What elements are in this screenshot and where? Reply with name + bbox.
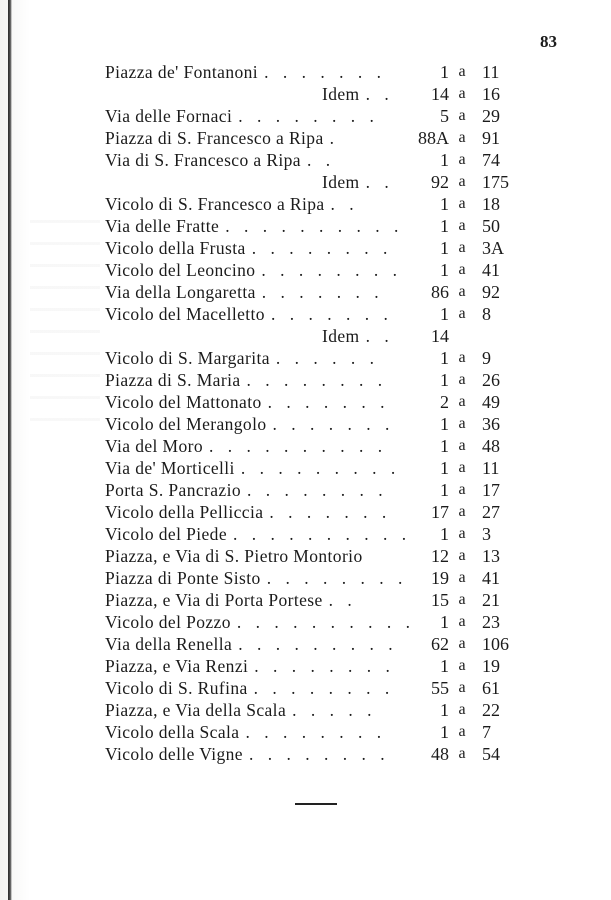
range-connector: a [458,525,466,542]
leader-dots: . . [328,590,357,610]
civic-number-from: 1 [440,722,449,742]
range-connector: a [458,459,466,476]
page-number: 83 [540,32,557,51]
civic-number-from: 1 [440,150,449,170]
leader-dots: . . . . . . . . . [238,634,398,654]
entry-name-group [105,193,379,215]
street-name: Piazza de' Fontanoni [105,62,259,82]
range-connector: a [458,701,466,718]
leader-dots: . . . . . . . . [251,238,393,258]
civic-number-to: 9 [482,348,491,368]
street-index-list [0,61,611,765]
civic-number-from: 19 [431,568,449,588]
street-name: Vicolo della Scala [105,722,240,742]
leader-dots: . . . . . . . [272,414,395,434]
civic-number-to: 106 [482,634,509,654]
civic-number-from: 1 [440,62,449,82]
civic-number-from: 1 [440,436,449,456]
index-entry [0,721,611,743]
street-name: Via della Renella [105,634,233,654]
range-connector: a [458,349,466,366]
index-entry [0,567,611,589]
street-name: Via di S. Francesco a Ripa [105,150,301,170]
range-connector: a [458,481,466,498]
index-entry [0,699,611,721]
leader-dots: . . . . . . . . [238,106,379,126]
civic-number-to: 29 [482,106,500,126]
range-connector: a [458,129,466,146]
leader-dots: . . . . . . . . [248,744,390,764]
index-entry [0,83,611,105]
civic-number-from: 14 [431,84,449,104]
street-name: Via de' Morticelli [105,458,235,478]
civic-number-from: 1 [440,480,449,500]
index-entry [0,303,611,325]
civic-number-from: 1 [440,414,449,434]
street-name: Vicolo del Piede [105,524,227,544]
leader-dots: . . . . . . . . [253,678,395,698]
index-entry [0,369,611,391]
range-connector: a [458,679,466,696]
civic-number-from: 1 [440,194,449,214]
leader-dots: . . [306,150,336,170]
civic-number-from: 1 [440,260,449,280]
civic-number-from: 1 [440,370,449,390]
leader-dots: . . . . . . [275,348,380,368]
street-name: Piazza di S. Francesco a Ripa [105,128,324,148]
street-name: Piazza, e Via di S. Pietro Montorio [105,546,363,566]
range-connector: a [458,393,466,410]
index-entry [0,193,611,215]
street-name: Piazza di Ponte Sisto [105,568,261,588]
street-name: Vicolo del Merangolo [105,414,267,434]
range-connector: a [458,657,466,674]
entry-name-group [105,523,412,545]
entry-name-group [105,259,403,281]
civic-number-from: 5 [440,106,449,126]
range-connector: a [458,547,466,564]
street-name: Vicolo di S. Francesco a Ripa [105,194,325,214]
street-name: Idem [322,172,360,192]
civic-number-to: 49 [482,392,500,412]
civic-number-from: 1 [440,238,449,258]
entry-name-group [105,633,398,655]
street-name: Piazza, e Via Renzi [105,656,249,676]
range-connector: a [458,415,466,432]
civic-number-to: 41 [482,568,500,588]
civic-number-from: 88A [418,128,449,148]
entry-name-group [105,61,386,83]
leader-dots: . . . . . . . . . . [233,524,412,544]
range-connector: a [458,173,466,190]
entry-name-group [105,369,388,391]
entry-name-group [105,149,355,171]
civic-number-to: 91 [482,128,500,148]
street-name: Vicolo della Frusta [105,238,246,258]
street-name: Vicolo del Mattonato [105,392,262,412]
civic-number-to: 41 [482,260,500,280]
index-entry [0,523,611,545]
entry-name-group [105,413,395,435]
street-name: Via delle Fornaci [105,106,233,126]
civic-number-from: 1 [440,700,449,720]
index-entry [0,391,611,413]
leader-dots: . . . . . . . . . . [225,216,404,236]
range-connector: a [458,305,466,322]
street-name: Vicolo di S. Margarita [105,348,270,368]
leader-dots: . . . . . . . . . [240,458,401,478]
entry-name-group [105,677,395,699]
civic-number-to: 27 [482,502,500,522]
street-name: Via del Moro [105,436,204,456]
leader-dots: . . . . . . . . [247,480,388,500]
entry-name-group [105,281,384,303]
leader-dots: . . [365,172,394,192]
range-connector: a [458,569,466,586]
street-name: Vicolo del Pozzo [105,612,231,632]
index-entry [0,281,611,303]
civic-number-from: 62 [431,634,449,654]
entry-name-group [322,325,414,347]
range-connector: a [458,723,466,740]
leader-dots: . . [365,84,394,104]
entry-name-group [105,743,390,765]
civic-number-to: 3A [482,238,504,258]
range-connector: a [458,151,466,168]
leader-dots: . . . . . . . . [266,568,408,588]
index-entry [0,435,611,457]
street-name: Via della Longaretta [105,282,256,302]
street-name: Piazza di S. Maria [105,370,241,390]
leader-dots: . . . . . . . [270,304,393,324]
entry-name-group [105,127,378,149]
range-connector: a [458,195,466,212]
civic-number-from: 2 [440,392,449,412]
civic-number-from: 1 [440,458,449,478]
entry-name-group [105,479,388,501]
range-connector: a [458,261,466,278]
entry-name-group [322,171,414,193]
index-entry [0,127,611,149]
civic-number-from: 17 [431,502,449,522]
leader-dots: . [329,128,339,148]
index-entry [0,171,611,193]
entry-name-group [105,721,387,743]
entry-name-group [105,699,377,721]
entry-name-group [105,347,380,369]
civic-number-from: 1 [440,656,449,676]
entry-name-group [322,83,414,105]
range-connector: a [458,437,466,454]
leader-dots: . . . . . . . [267,392,390,412]
street-name: Piazza, e Via della Scala [105,700,287,720]
street-name: Vicolo del Leoncino [105,260,256,280]
civic-number-to: 54 [482,744,500,764]
civic-number-from: 55 [431,678,449,698]
civic-number-to: 74 [482,150,500,170]
street-name: Vicolo di S. Rufina [105,678,248,698]
leader-dots: . . [330,194,359,214]
civic-number-to: 11 [482,458,500,478]
range-connector: a [458,745,466,762]
entry-name-group [105,303,393,325]
range-connector: a [458,283,466,300]
entry-name-group [105,501,392,523]
civic-number-to: 36 [482,414,500,434]
street-name: Vicolo della Pelliccia [105,502,264,522]
civic-number-from: 48 [431,744,449,764]
leader-dots: . . . . . . . . [245,722,387,742]
civic-number-from: 1 [440,348,449,368]
leader-dots: . . . . . . . . [261,260,403,280]
index-entry [0,457,611,479]
range-connector: a [458,613,466,630]
range-connector: a [458,371,466,388]
civic-number-to: 16 [482,84,500,104]
index-entry [0,677,611,699]
index-entry [0,325,611,347]
civic-number-to: 17 [482,480,500,500]
civic-number-from: 12 [431,546,449,566]
index-entry [0,743,611,765]
entry-name-group [105,655,395,677]
civic-number-to: 22 [482,700,500,720]
street-name: Porta S. Pancrazio [105,480,241,500]
end-rule [295,803,337,805]
street-name: Via delle Fratte [105,216,220,236]
street-name: Piazza, e Via di Porta Portese [105,590,323,610]
civic-number-to: 61 [482,678,500,698]
range-connector: a [458,107,466,124]
entry-name-group [105,435,388,457]
civic-number-to: 175 [482,172,509,192]
civic-number-to: 21 [482,590,500,610]
index-entry [0,237,611,259]
entry-name-group [105,611,415,633]
civic-number-from: 1 [440,304,449,324]
range-connector: a [458,85,466,102]
civic-number-to: 11 [482,62,500,82]
civic-number-to: 48 [482,436,500,456]
range-connector: a [458,239,466,256]
civic-number-from: 1 [440,216,449,236]
entry-name-group [105,391,390,413]
leader-dots: . . . . . . . [264,62,386,82]
civic-number-from: 1 [440,524,449,544]
index-entry [0,259,611,281]
leader-dots: . . . . . [292,700,377,720]
range-connector: a [458,591,466,608]
index-entry [0,655,611,677]
entry-name-group [105,215,404,237]
civic-number-to: 8 [482,304,491,324]
leader-dots: . . . . . . . . [246,370,388,390]
index-entry [0,589,611,611]
civic-number-from: 15 [431,590,449,610]
civic-number-to: 26 [482,370,500,390]
entry-name-group [105,457,401,479]
index-entry [0,413,611,435]
street-name: Vicolo delle Vigne [105,744,243,764]
entry-name-group [105,545,417,567]
range-connector: a [458,635,466,652]
civic-number-from: 92 [431,172,449,192]
leader-dots: . . . . . . . [269,502,392,522]
index-entry [0,545,611,567]
range-connector: a [458,63,466,80]
index-entry [0,105,611,127]
street-name: Idem [322,84,360,104]
index-entry [0,347,611,369]
range-connector: a [458,217,466,234]
index-entry [0,215,611,237]
entry-name-group [105,237,393,259]
leader-dots: . . . . . . . . . . [209,436,388,456]
civic-number-to: 3 [482,524,491,544]
civic-number-to: 92 [482,282,500,302]
leader-dots: . . [365,326,394,346]
civic-number-to: 23 [482,612,500,632]
index-entry [0,61,611,83]
civic-number-to: 7 [482,722,491,742]
index-entry [0,149,611,171]
entry-name-group [105,105,379,127]
index-entry [0,633,611,655]
entry-name-group [105,567,408,589]
street-name: Vicolo del Macelletto [105,304,265,324]
civic-number-from: 14 [431,326,449,346]
range-connector: a [458,503,466,520]
leader-dots: . . . . . . . . . . [236,612,415,632]
leader-dots: . . . . . . . . [254,656,395,676]
entry-name-group [105,589,377,611]
civic-number-to: 13 [482,546,500,566]
index-entry [0,501,611,523]
civic-number-to: 19 [482,656,500,676]
street-name: Idem [322,326,360,346]
civic-number-from: 86 [431,282,449,302]
index-entry [0,479,611,501]
civic-number-from: 1 [440,612,449,632]
civic-number-to: 50 [482,216,500,236]
leader-dots: . . . . . . . [261,282,384,302]
civic-number-to: 18 [482,194,500,214]
index-entry [0,611,611,633]
